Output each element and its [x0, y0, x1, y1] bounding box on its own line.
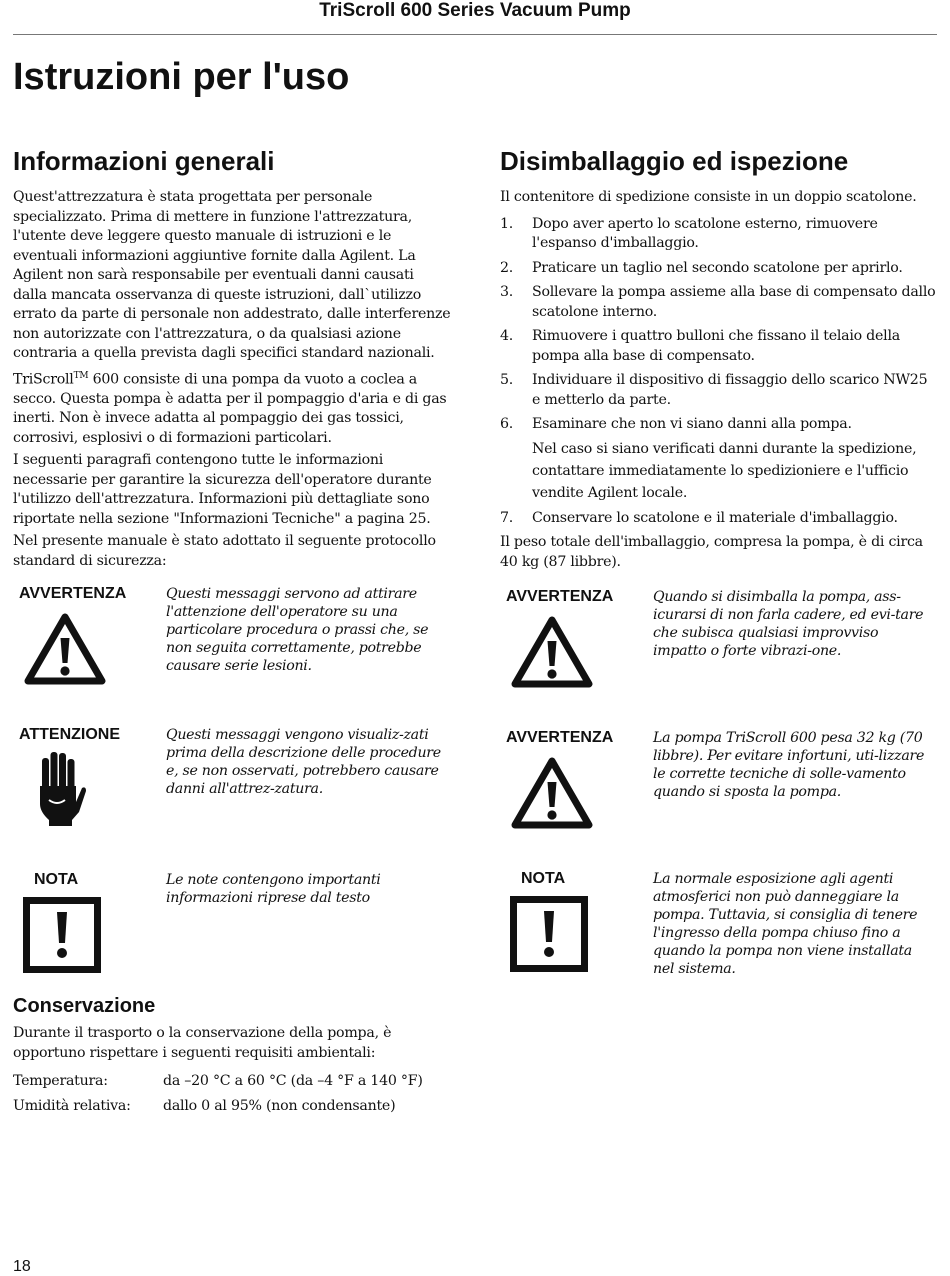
- storage-intro: Durante il trasporto o la conservazione della pompa, è opportuno rispettare i seguenti requisiti ambientali:: [13, 1025, 392, 1061]
- note-exclamation-icon: [23, 897, 101, 973]
- step-text: Conservare lo scatolone e il materiale d'imballaggio.: [532, 509, 898, 526]
- header-rule: [13, 34, 937, 35]
- notice-label: AVVERTENZA: [506, 729, 614, 746]
- notice-label: ATTENZIONE: [19, 726, 121, 744]
- notice-note: [500, 870, 937, 980]
- warning-triangle-icon: [510, 755, 594, 831]
- general-info-paragraph-1: Quest'attrezzatura è stata progettata per personale specializzato. Prima di mettere in funzione l'attrezzatura, l'utente deve leggere questo manuale di istruzioni e le eventuali informazioni aggiuntive fornite dalla Agilent. La Agilent non sarà responsabile per eventuali danni causati dalla mancata osservanza di queste istruzioni, dall`utilizzo errato da parte di personale non addestrato, dalle interferenze non autorizzate con l'attrezzatura, o da qualsiasi azione contraria a quella prevista dagli specifici standard nazionali.: [13, 189, 451, 361]
- hand-stop-icon: [35, 750, 87, 826]
- list-item: [500, 283, 937, 322]
- step-text: Esaminare che non vi siano danni alla pompa.: [532, 416, 852, 432]
- unpacking-steps-continued: [500, 509, 937, 529]
- storage-heading: Conservazione: [13, 995, 156, 1018]
- step-number: 3.: [500, 284, 514, 300]
- general-info-paragraph-3: I seguenti paragrafi contengono tutte le informazioni necessarie per garantire la sicurezza dell'operatore durante l'utilizzo dell'attrezzatura. Informazioni più dettagliate sono riportate nella sezione "Informazioni Tecniche" a pagina 25.: [13, 452, 432, 527]
- step-text: Dopo aver aperto lo scatolone esterno, rimuovere l'espanso d'imballaggio.: [532, 215, 878, 251]
- notice-label: AVVERTENZA: [19, 585, 127, 603]
- notice-text: Quando si disimballa la pompa, ass-icurarsi di non farla cadere, ed evi-tare che subisca qualsiasi improvviso impatto o forte vibrazi-one.: [653, 589, 924, 659]
- notice-label: NOTA: [521, 870, 566, 887]
- notice-text: La normale esposizione agli agenti atmosferici non può danneggiare la pompa. Tuttavia, si consiglia di tenere l'ingresso della pompa chiuso fino a quando la pompa non viene installata nel sistema.: [653, 871, 918, 977]
- table-row: [13, 1098, 423, 1123]
- step-number: 1.: [500, 215, 514, 232]
- list-item: [500, 259, 937, 279]
- notice-text: Questi messaggi servono ad attirare l'attenzione dell'operatore su una particolare procedura o prassi che, se non seguita correttamente, potrebbe causare serie lesioni.: [166, 586, 429, 675]
- step-number: 4.: [500, 328, 514, 344]
- notice-caution: [13, 726, 451, 871]
- notice-text: La pompa TriScroll 600 pesa 32 kg (70 libbre). Per evitare infortuni, uti-lizzare le corrette tecniche di solle-vamento quando si sposta la pompa.: [653, 730, 925, 800]
- warning-triangle-icon: [510, 614, 594, 690]
- step-number: 5.: [500, 372, 514, 388]
- general-info-heading: Informazioni generali: [13, 146, 275, 176]
- general-info-paragraph-2: [13, 367, 451, 449]
- notice-warning: [500, 729, 937, 870]
- requirement-value: dallo 0 al 95% (non condensante): [163, 1098, 396, 1115]
- step-text: Rimuovere i quattro bulloni che fissano il telaio della pompa alla base di compensato.: [532, 328, 900, 364]
- list-item: [500, 415, 937, 435]
- list-item: [500, 327, 937, 366]
- trademark-sup: TM: [73, 370, 89, 381]
- environment-requirements-table: [13, 1073, 423, 1123]
- requirement-label: Umidità relativa:: [13, 1098, 131, 1115]
- step-number: 7.: [500, 509, 514, 526]
- general-info-paragraph-4: Nel presente manuale è stato adottato il seguente protocollo standard di sicurezza:: [13, 533, 436, 569]
- product-name: TriScroll: [13, 371, 74, 388]
- notice-warning: [13, 585, 451, 726]
- requirement-value: da –20 °C a 60 °C (da –4 °F a 140 °F): [163, 1073, 423, 1090]
- running-header: TriScroll 600 Series Vacuum Pump: [319, 0, 631, 21]
- notice-text: Questi messaggi vengono visualiz-zati prima della descrizione delle procedure e, se non osservati, potrebbero causare danni all'attrez-zatura.: [166, 727, 441, 798]
- right-column: [500, 140, 937, 980]
- package-weight: Il peso totale dell'imballaggio, compresa la pompa, è di circa 40 kg (87 libbre).: [500, 534, 923, 570]
- page-number: 18: [13, 1258, 31, 1275]
- step-number: 2.: [500, 259, 514, 276]
- notice-note: [13, 871, 451, 994]
- note-exclamation-icon: [510, 896, 588, 972]
- notice-label: NOTA: [34, 871, 79, 889]
- notice-label: AVVERTENZA: [506, 588, 614, 605]
- step-6-note: Nel caso si siano verificati danni durante la spedizione, contattare immediatamente lo spedizioniere e l'ufficio vendite Agilent locale.: [532, 440, 917, 501]
- left-column: [13, 140, 451, 1123]
- step-number: 6.: [500, 416, 514, 432]
- unpacking-heading: Disimballaggio ed ispezione: [500, 146, 849, 176]
- notice-text: Le note contengono importanti informazioni riprese dal testo: [166, 872, 381, 907]
- step-text: Sollevare la pompa assieme alla base di compensato dallo scatolone interno.: [532, 284, 936, 320]
- warning-triangle-icon: [23, 611, 107, 687]
- product-description: 600 consiste di una pompa da vuoto a coclea a secco. Questa pompa è adatta per il pompaggio d'aria e di gas inerti. Non è invece adatta al pompaggio dei gas tossici, corrosivi, esplosivi o di formazioni particolari.: [13, 371, 447, 446]
- notice-warning: [500, 588, 937, 729]
- step-text: Individuare il dispositivo di fissaggio dello scarico NW25 e metterlo da parte.: [532, 372, 928, 408]
- list-item: [500, 509, 937, 529]
- unpacking-steps: [500, 215, 937, 435]
- table-row: [13, 1073, 423, 1098]
- unpacking-intro: Il contenitore di spedizione consiste in un doppio scatolone.: [500, 189, 917, 205]
- list-item: [500, 215, 937, 254]
- page-title: Istruzioni per l'uso: [13, 56, 350, 98]
- step-text: Praticare un taglio nel secondo scatolone per aprirlo.: [532, 259, 903, 276]
- list-item: [500, 371, 937, 410]
- requirement-label: Temperatura:: [13, 1073, 108, 1090]
